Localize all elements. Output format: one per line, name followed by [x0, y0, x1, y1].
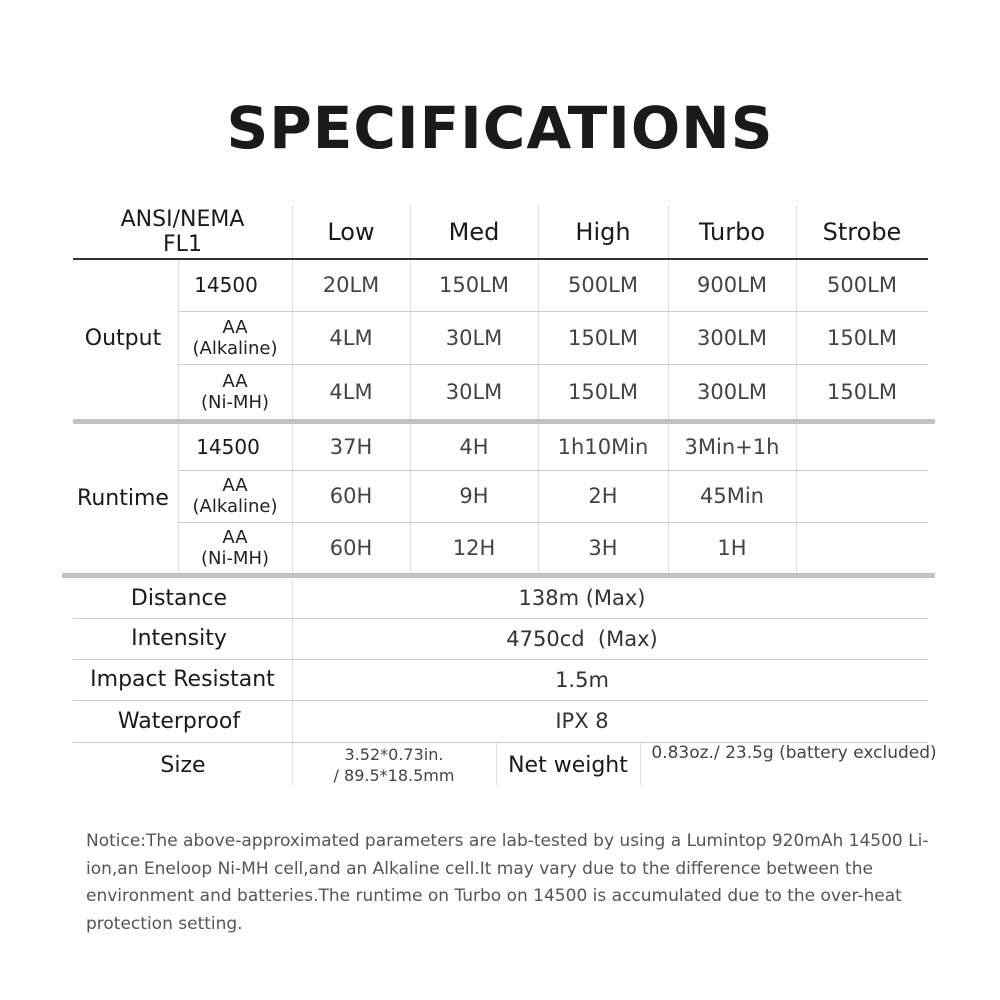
header-corner: ANSI/NEMA FL1 — [120, 206, 245, 257]
battery-aa-alkaline: AA (Alkaline) — [192, 316, 278, 359]
header-mode-high: High — [575, 217, 631, 246]
output-cell: 900LM — [697, 272, 767, 297]
output-cell: 4LM — [329, 325, 373, 350]
spec-value-impact: 1.5m — [555, 667, 609, 692]
runtime-cell: 1h10Min — [557, 435, 649, 459]
output-cell: 300LM — [697, 379, 767, 404]
page-title: SPECIFICATIONS — [226, 94, 774, 162]
spec-label-distance: Distance — [130, 585, 228, 611]
output-cell: 20LM — [322, 272, 380, 297]
battery-aa-nimh: AA (Ni-MH) — [200, 370, 270, 413]
runtime-cell: 37H — [329, 435, 373, 459]
net-weight-value: 0.83oz./ 23.5g (battery excluded) — [651, 743, 937, 763]
runtime-cell: 12H — [452, 535, 496, 560]
spec-value-distance: 138m (Max) — [518, 586, 646, 610]
spec-label-intensity: Intensity — [131, 626, 227, 651]
output-cell: 150LM — [568, 325, 638, 350]
runtime-cell: 2H — [588, 484, 618, 508]
output-cell: 150LM — [568, 379, 638, 404]
battery-aa-nimh: AA (Ni-MH) — [200, 526, 270, 569]
output-cell: 150LM — [439, 272, 509, 297]
battery-14500: 14500 — [194, 272, 258, 297]
header-mode-turbo: Turbo — [698, 217, 765, 246]
header-mode-low: Low — [327, 217, 375, 246]
runtime-label: Runtime — [77, 486, 169, 511]
output-cell: 500LM — [827, 272, 897, 297]
runtime-cell: 60H — [329, 535, 373, 560]
size-value: 3.52*0.73in. / 89.5*18.5mm — [333, 745, 455, 785]
output-cell: 150LM — [827, 379, 897, 404]
runtime-cell: 3H — [588, 535, 618, 560]
runtime-cell: 1H — [717, 535, 747, 560]
battery-aa-alkaline: AA (Alkaline) — [192, 475, 278, 517]
spec-label-impact: Impact Resistant — [90, 667, 275, 692]
spec-label-waterproof: Waterproof — [117, 708, 241, 734]
output-cell: 300LM — [697, 325, 767, 350]
battery-14500: 14500 — [196, 435, 260, 459]
runtime-cell: 3Min+1h — [684, 435, 780, 459]
runtime-cell: 45Min — [700, 484, 764, 508]
runtime-cell: 60H — [329, 484, 373, 508]
runtime-cell: 4H — [459, 435, 489, 459]
output-label: Output — [84, 326, 162, 351]
output-cell: 500LM — [568, 272, 638, 297]
header-mode-strobe: Strobe — [822, 217, 902, 246]
header-mode-med: Med — [448, 217, 500, 246]
size-label: Size — [160, 752, 206, 778]
spec-value-intensity: 4750cd (Max) — [506, 626, 658, 651]
output-cell: 4LM — [329, 379, 373, 404]
notice-text: Notice:The above-approximated parameters are lab-tested by using a Lumintop 920mAh 14500 Li-ion,an Eneloop Ni-MH cell,and an Alkaline cell.It may vary due to the difference between the environment and batteries.The runtime on Turbo on 14500 is accumulated due to the over-heat protection setting. — [86, 831, 929, 934]
net-weight-label: Net weight — [508, 752, 628, 778]
spec-value-waterproof: IPX 8 — [555, 709, 609, 733]
output-cell: 30LM — [445, 325, 503, 350]
runtime-cell: 9H — [459, 484, 489, 508]
output-cell: 150LM — [827, 325, 897, 350]
output-cell: 30LM — [445, 379, 503, 404]
